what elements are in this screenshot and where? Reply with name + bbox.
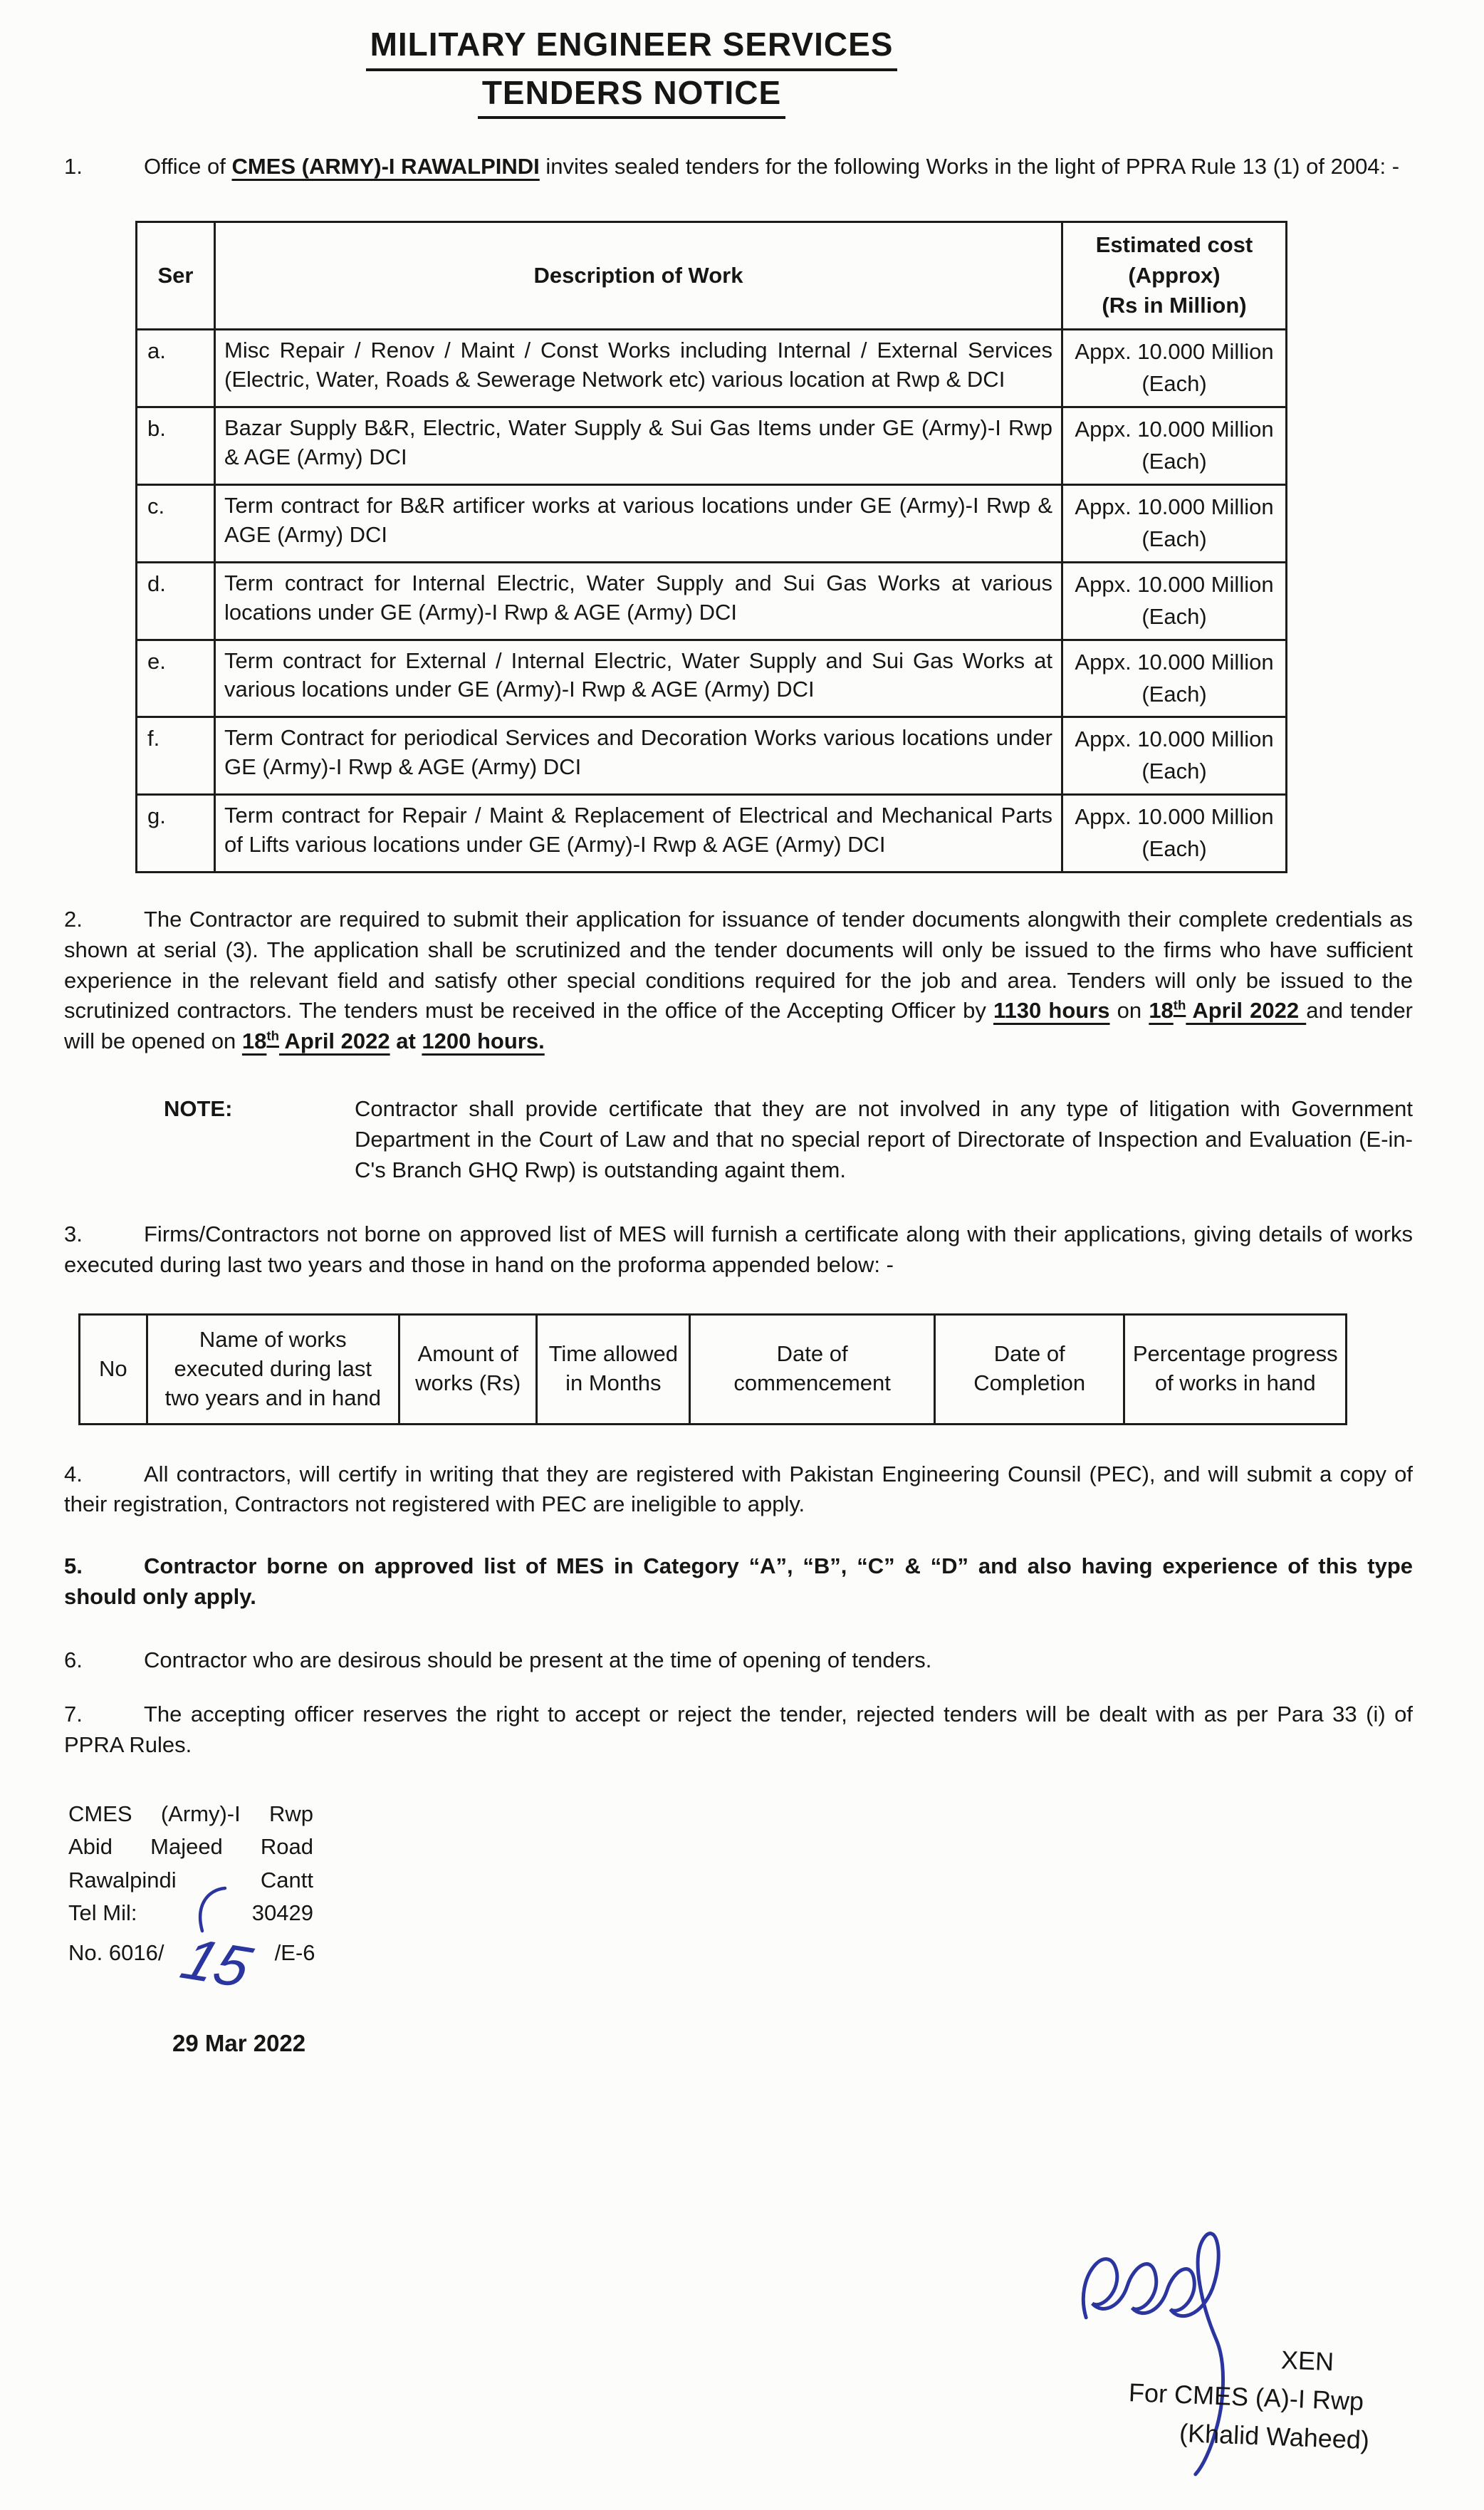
table-cell-ser: a. (137, 330, 215, 407)
table-row (137, 562, 1287, 640)
paragraph-number: 2. (64, 907, 83, 932)
paragraph-7 (64, 1699, 1413, 1761)
address-line-2 (68, 1831, 313, 1864)
note-body: Contractor shall provide certificate that they are not involved in any type of litigation with Government Department in the Court of Law and that no special report of Directorate of Inspection and Evaluation (E-in-C's Branch GHQ Rwp) is outstanding againt them. (355, 1096, 1413, 1182)
title-line-2: TENDERS NOTICE (478, 73, 785, 120)
table-row (137, 330, 1287, 407)
text-segment: Contractor who are desirous should be present at the time of opening of tenders. (144, 1647, 932, 1672)
document-title (0, 24, 1306, 119)
table-cell-desc: Misc Repair / Renov / Maint / Const Works including Internal / External Services (Electric, Water, Roads & Sewerage Network etc) various location at Rwp & DCI (215, 330, 1062, 407)
ref-prefix: No. 6016/ (68, 1940, 164, 1966)
proforma-table (78, 1313, 1347, 1425)
address-word: CMES (68, 1801, 132, 1826)
text-segment: invites sealed tenders for the following Works in the light of PPRA Rule 13 (1) of 2004: - (539, 154, 1400, 179)
signatory-role: XEN (1280, 2345, 1334, 2377)
proforma-header-cell: Time allowed in Months (537, 1314, 690, 1424)
paragraph-text (64, 907, 1413, 1053)
proforma-header-cell: Name of works executed during last two years and in hand (147, 1314, 399, 1424)
table-cell-ser: b. (137, 407, 215, 484)
text-segment: Firms/Contractors not borne on approved list of MES will furnish a certificate along with their applications, giving details of works executed during last two years and those in hand on the proforma appended below: - (64, 1222, 1413, 1278)
address-tel-line (68, 1897, 313, 1930)
text-segment: 1200 hours. (422, 1029, 545, 1054)
text-segment: and tender will be opened on (64, 998, 1414, 1054)
table-cell-cost: Appx. 10.000 Million (Each) (1062, 795, 1287, 873)
proforma-header-cell: Date of Completion (935, 1314, 1124, 1424)
tel-value: 30429 (251, 1900, 313, 1926)
works-table-body (137, 330, 1287, 873)
handwritten-number: 15 (174, 1927, 260, 2000)
signature-for-line: For CMES (A)-I Rwp (1128, 2378, 1364, 2416)
paragraph-2 (64, 905, 1413, 1057)
ref-suffix: /E-6 (274, 1940, 315, 1966)
text-segment: th (1173, 998, 1186, 1014)
paragraph-text (64, 1222, 1413, 1277)
paragraph-text (64, 1702, 1413, 1757)
table-row (137, 484, 1287, 562)
paragraph-3 (64, 1219, 1413, 1281)
text-segment: April 2022 (278, 1029, 390, 1054)
address-word: Rawalpindi (68, 1867, 177, 1892)
address-block (68, 1798, 315, 2000)
works-table-header-row (137, 222, 1287, 329)
table-cell-ser: d. (137, 562, 215, 640)
table-cell-cost: Appx. 10.000 Million (Each) (1062, 717, 1287, 795)
reference-number-line (68, 1927, 416, 2000)
table-cell-desc: Term contract for External / Internal Electric, Water Supply and Sui Gas Works at various locations under GE (Army)-I Rwp & AGE (Army) DCI (215, 640, 1062, 717)
works-table-header-cost: Estimated cost (Approx) (Rs in Million) (1062, 222, 1287, 329)
address-word: Road (260, 1834, 313, 1860)
address-word: Rwp (268, 1801, 313, 1826)
address-word: Abid (68, 1834, 113, 1860)
table-cell-cost: Appx. 10.000 Million (Each) (1062, 640, 1287, 717)
table-cell-ser: f. (137, 717, 215, 795)
text-segment: at (390, 1029, 422, 1054)
paragraph-4 (64, 1459, 1413, 1521)
text-segment: th (266, 1028, 279, 1043)
table-cell-desc: Bazar Supply B&R, Electric, Water Supply & Sui Gas Items under GE (Army)-I Rwp & AGE (Army) DCI (215, 407, 1062, 484)
proforma-header-cell: No (80, 1314, 147, 1424)
table-cell-ser: c. (137, 484, 215, 562)
paragraph-text (64, 1462, 1413, 1517)
document-date: 29 Mar 2022 (172, 2029, 306, 2056)
table-cell-desc: Term contract for Internal Electric, Water Supply and Sui Gas Works at various locations under GE (Army)-I Rwp & AGE (Army) DCI (215, 562, 1062, 640)
paragraph-text (144, 154, 1399, 179)
text-segment: The Contractor are required to submit their application for issuance of tender documents alongwith their complete credentials as shown at serial (3). The application shall be scrutinized and the tender documents will only be issued to the firms who have sufficient experience in the relevant field and satisfy other special conditions required for the job and area. Tenders will only be issued to the scrutinized contractors. The tenders must be received in the office of the Accepting Officer by (64, 907, 1413, 1024)
proforma-header-row (80, 1314, 1347, 1424)
text-segment: 18 (241, 1029, 267, 1054)
text-segment: 1130 hours (993, 998, 1110, 1024)
paragraph-5 (64, 1551, 1413, 1613)
paragraph-number: 3. (64, 1222, 83, 1247)
text-segment: April 2022 (1186, 998, 1307, 1024)
table-cell-cost: Appx. 10.000 Million (Each) (1062, 330, 1287, 407)
text-segment: 18 (1149, 998, 1174, 1024)
note-block (164, 1094, 1413, 1185)
table-cell-desc: Term contract for B&R artificer works at various locations under GE (Army)-I Rwp & AGE (Army) DCI (215, 484, 1062, 562)
table-row (137, 717, 1287, 795)
table-cell-cost: Appx. 10.000 Million (Each) (1062, 562, 1287, 640)
text-segment: All contractors, will certify in writing that they are registered with Pakistan Engineering Counsil (PEC), and will submit a copy of their registration, Contractors not registered with PEC are ineligible to apply. (64, 1461, 1413, 1517)
text-segment: Office of (144, 154, 232, 179)
proforma-header-cell: Amount of works (Rs) (399, 1314, 537, 1424)
proforma-header-cell: Percentage progress of works in hand (1124, 1314, 1347, 1424)
paragraph-1 (64, 152, 1413, 182)
text-segment: CMES (ARMY)-I RAWALPINDI (231, 154, 540, 179)
table-cell-desc: Term contract for Repair / Maint & Replacement of Electrical and Mechanical Parts of Lifts various locations under GE (Army)-I Rwp & AGE (Army) DCI (215, 795, 1062, 873)
table-cell-cost: Appx. 10.000 Million (Each) (1062, 484, 1287, 562)
text-segment: on (1109, 998, 1149, 1024)
address-word: Cantt (260, 1867, 313, 1892)
works-table-header-desc: Description of Work (215, 222, 1062, 329)
table-row (137, 640, 1287, 717)
table-cell-desc: Term Contract for periodical Services and Decoration Works various locations under GE (Army)-I Rwp & AGE (Army) DCI (215, 717, 1062, 795)
works-table (135, 221, 1287, 873)
proforma-header-cell: Date of commencement (690, 1314, 935, 1424)
table-row (137, 407, 1287, 484)
paragraph-6 (64, 1645, 1413, 1676)
works-table-header-ser: Ser (137, 222, 215, 329)
paragraph-number: 5. (64, 1553, 83, 1579)
signatory-name: (Khalid Waheed) (1179, 2417, 1370, 2455)
note-label: NOTE: (164, 1096, 233, 1122)
address-word: (Army)-I (160, 1801, 241, 1826)
paragraph-number: 4. (64, 1461, 83, 1486)
paragraph-text (64, 1553, 1413, 1609)
table-row (137, 795, 1287, 873)
paragraph-number: 7. (64, 1702, 83, 1727)
text-segment: The accepting officer reserves the right to accept or reject the tender, rejected tenders will be dealt with as per Para 33 (i) of PPRA Rules. (64, 1702, 1413, 1758)
table-cell-ser: g. (137, 795, 215, 873)
address-word: Majeed (150, 1834, 223, 1860)
tel-label: Tel Mil: (68, 1900, 137, 1926)
address-line-1 (68, 1798, 313, 1831)
paragraph-text (144, 1647, 931, 1672)
table-cell-ser: e. (137, 640, 215, 717)
title-line-1: MILITARY ENGINEER SERVICES (366, 24, 898, 71)
paragraph-number: 6. (64, 1647, 83, 1672)
table-cell-cost: Appx. 10.000 Million (Each) (1062, 407, 1287, 484)
paragraph-number: 1. (64, 154, 83, 179)
text-segment: Contractor borne on approved list of MES in Category “A”, “B”, “C” & “D” and also having experience of this type should only apply. (64, 1553, 1413, 1609)
signature-block (1016, 2167, 1385, 2510)
